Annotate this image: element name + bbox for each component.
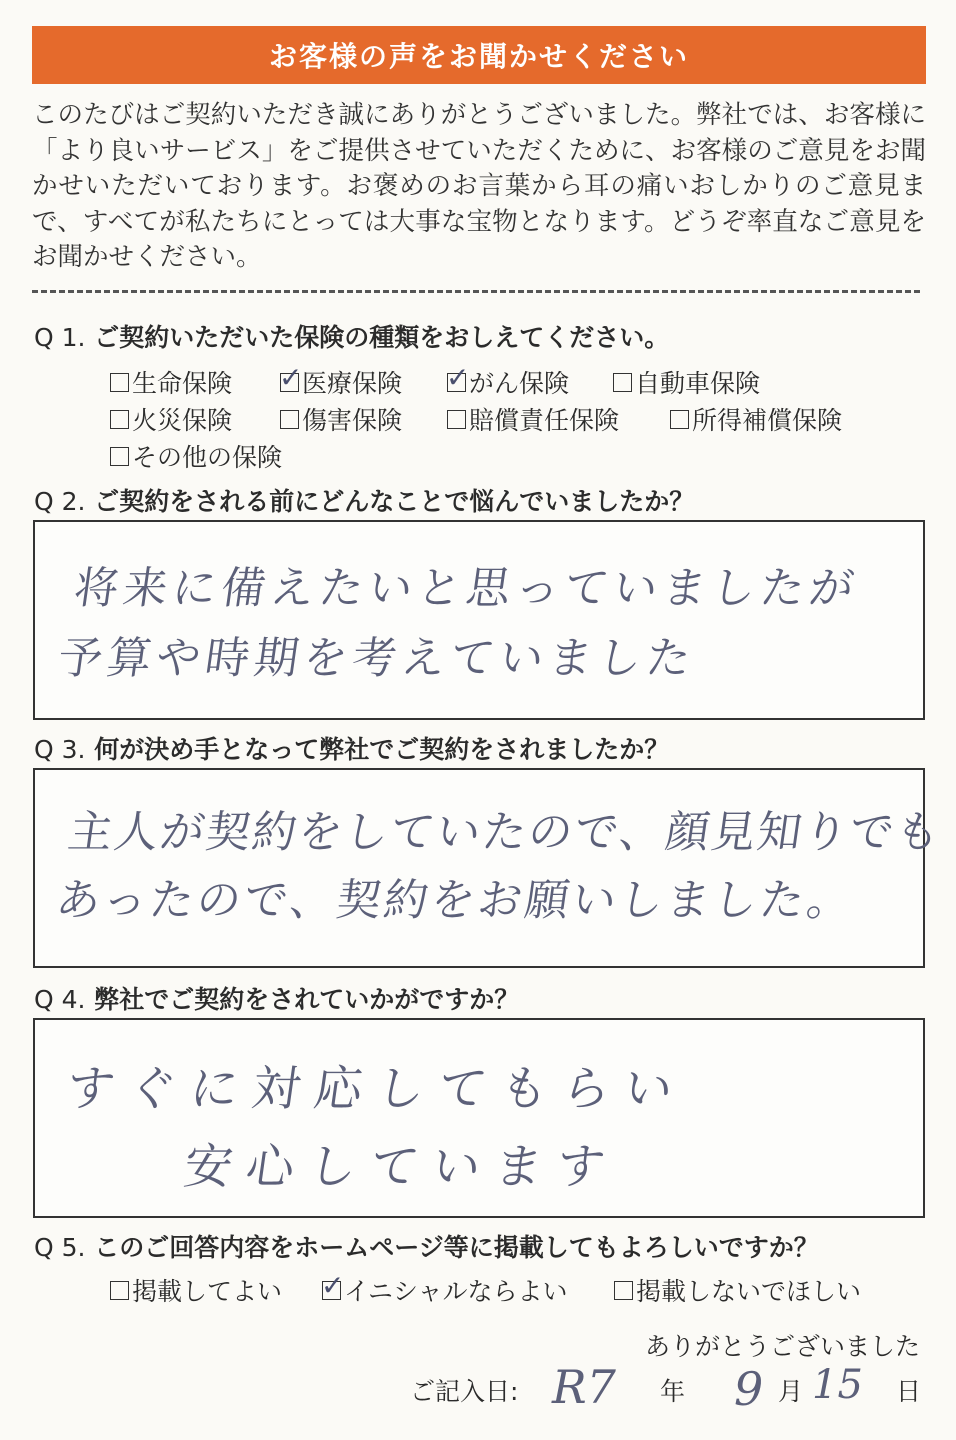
checkbox[interactable] xyxy=(110,447,129,466)
checkbox[interactable] xyxy=(614,1281,633,1300)
option-medical-insurance[interactable]: ✓ 医療保険 xyxy=(279,360,403,398)
question-4-text: 弊社でご契約をされていかがですか？ xyxy=(94,985,520,1014)
intro-text: このたびはご契約いただき誠にありがとうございました。弊社では、お客様に「より良いサービス」をご提供させていただくために、お客様のご意見をお聞かせいただいております。お褒めのお言葉から耳の痛いおしかりのご意見まで、すべてが私たちにとっては大事な宝物となります。どうぞ率直なご意見をお聞かせください。 xyxy=(32,100,926,272)
check-mark-icon: ✓ xyxy=(279,360,303,394)
day-unit: 日 xyxy=(896,1377,922,1406)
question-5-number: Q 5. xyxy=(34,1233,86,1262)
handwritten-answer-2-line-1: 将来に備えたいと思っていましたが xyxy=(70,563,862,614)
question-5-text: このご回答内容をホームページ等に掲載してもよろしいですか？ xyxy=(94,1233,819,1262)
check-mark-icon: ✓ xyxy=(446,360,470,394)
year-unit: 年 xyxy=(660,1377,686,1406)
handwritten-month[interactable]: 9 xyxy=(734,1362,764,1416)
option-auto-insurance[interactable]: 自動車保険 xyxy=(613,364,760,400)
checkbox[interactable] xyxy=(670,410,689,429)
question-4 xyxy=(34,980,519,1016)
question-2 xyxy=(34,482,694,518)
question-5 xyxy=(34,1228,819,1264)
checkbox[interactable] xyxy=(110,1281,129,1300)
question-1-number: Q 1. xyxy=(34,323,86,352)
answer-box-2[interactable] xyxy=(33,520,925,720)
question-2-text: ご契約をされる前にどんなことで悩んでいましたか？ xyxy=(94,487,695,516)
option-injury-insurance[interactable]: 傷害保険 xyxy=(280,401,402,437)
option-liability-insurance[interactable]: 賠償責任保険 xyxy=(447,401,619,437)
checkbox-checked[interactable] xyxy=(321,1268,345,1302)
checkbox[interactable] xyxy=(447,410,466,429)
handwritten-answer-3-line-2: あったので、契約をお願いしました。 xyxy=(52,875,858,926)
option-income-insurance[interactable]: 所得補償保険 xyxy=(670,401,842,437)
handwritten-era-year[interactable]: R7 xyxy=(552,1360,616,1414)
checkbox-checked[interactable] xyxy=(279,360,303,394)
question-3-text: 何が決め手となって弊社でご契約をされましたか？ xyxy=(94,735,670,764)
answer-box-4[interactable] xyxy=(33,1018,925,1218)
handwritten-answer-4-line-2: 安心しています xyxy=(180,1139,623,1195)
option-cancer-insurance[interactable]: ✓ がん保険 xyxy=(446,360,570,398)
option-do-not-publish[interactable]: 掲載しないでほしい xyxy=(614,1272,861,1308)
thank-you-text: ありがとうございました xyxy=(644,1332,920,1361)
handwritten-answer-3-line-1: 主人が契約をしていたので、顔見知りでも xyxy=(64,807,946,858)
option-other-insurance[interactable]: その他の保険 xyxy=(110,438,282,474)
checkbox[interactable] xyxy=(110,410,129,429)
question-1 xyxy=(34,318,669,354)
month-unit: 月 xyxy=(778,1377,804,1406)
question-3-number: Q 3. xyxy=(34,735,86,764)
handwritten-answer-2-line-2: 予算や時期を考えていました xyxy=(54,633,699,684)
option-initials-ok[interactable]: ✓ イニシャルならよい xyxy=(321,1268,568,1306)
checkbox[interactable] xyxy=(110,373,129,392)
option-life-insurance[interactable]: 生命保険 xyxy=(110,364,232,400)
question-1-text: ご契約いただいた保険の種類をおしえてください。 xyxy=(94,323,670,352)
question-3 xyxy=(34,730,669,766)
date-label: ご記入日: xyxy=(410,1377,519,1406)
handwritten-day[interactable]: 15 xyxy=(812,1362,863,1408)
question-2-number: Q 2. xyxy=(34,487,86,516)
dashed-divider xyxy=(32,290,920,293)
checkbox-checked[interactable] xyxy=(446,360,470,394)
form-title: お客様の声をお聞かせください xyxy=(32,26,926,84)
checkbox[interactable] xyxy=(280,410,299,429)
check-mark-icon: ✓ xyxy=(321,1268,345,1302)
option-publish-ok[interactable]: 掲載してよい xyxy=(110,1272,282,1308)
checkbox[interactable] xyxy=(613,373,632,392)
option-fire-insurance[interactable]: 火災保険 xyxy=(110,401,232,437)
question-4-number: Q 4. xyxy=(34,985,86,1014)
handwritten-answer-4-line-1: すぐに対応してもらい xyxy=(62,1061,691,1117)
answer-box-3[interactable] xyxy=(33,768,946,968)
